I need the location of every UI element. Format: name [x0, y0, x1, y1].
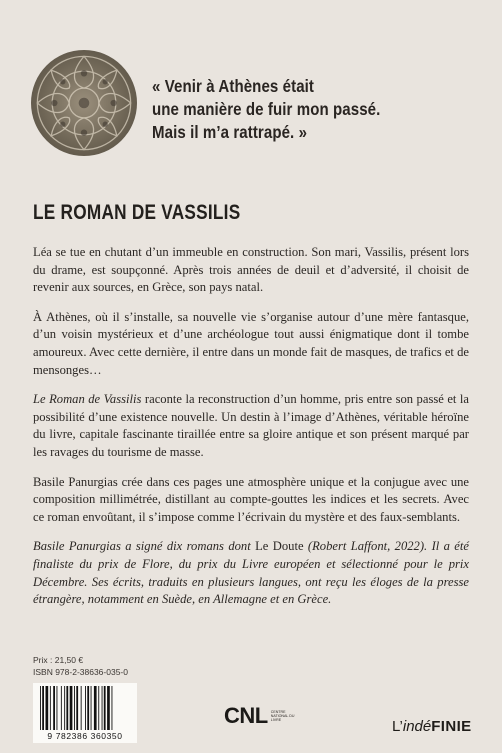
quote-line: une manière de fuir mon passé. — [152, 99, 381, 119]
book-title: LE ROMAN DE VASSILIS — [33, 201, 241, 224]
barcode — [33, 683, 137, 743]
book-title-italic: Le Roman de Vassilis — [33, 392, 142, 407]
barcode-bars — [37, 686, 133, 730]
barcode-digits: 9 782386 360350 — [47, 731, 123, 741]
paragraph-author-style: Basile Panurgias crée dans ces pages une atmosphère unique et la conjugue avec une composition millimétrée, distillant au compte-gouttes les indices et les secrets. Avec ce roman envoûtant, il s’impose comme l’écrivain du mystère et des faux-semblants. — [33, 474, 469, 524]
publisher-logo — [392, 718, 472, 735]
quote-line: Mais il m’a rattrapé. » — [152, 122, 308, 142]
paragraph-athens: À Athènes, où il s’installe, sa nouvelle vie s’organise autour d’une mère fantasque, d’un voisin mystérieux et d’une archéologue tout aussi énigmatique dont il tombe amoureux. Avec cette dernière, il entre dans un monde fait de masques, de trafics et de mensonges… — [33, 309, 469, 377]
cnl-mark: CNL — [224, 703, 268, 728]
ornament-pattern-icon — [31, 50, 137, 156]
isbn-label: ISBN 978-2-38636-035-0 — [33, 667, 128, 677]
bio-book-title: Le Doute — [255, 539, 304, 554]
price-info — [33, 654, 128, 678]
pull-quote — [152, 75, 440, 144]
paragraph-theme — [33, 391, 469, 461]
author-bio — [33, 538, 469, 608]
publisher-prefix: L’ — [392, 718, 403, 735]
price-label: Prix : 21,50 € — [33, 655, 84, 665]
blurb-body — [33, 244, 469, 621]
cnl-logo — [224, 703, 299, 729]
bio-text-b: (Robert Laffont, 2022). Il a été finaliste du prix de Flore, du prix du Livre européen et sélectionné pour le prix Décembre. Ses écrits, traduits en plusieurs langues, ont reçu les éloges de la presse étrangère, notamment en Suède, en Allemagne et en Grèce. — [33, 539, 469, 607]
publisher-finie: FINIE — [431, 718, 472, 735]
publisher-inde: indé — [402, 718, 432, 735]
bio-text-a: Basile Panurgias a signé dix romans dont — [33, 539, 256, 554]
paragraph-summary: Léa se tue en chutant d’un immeuble en construction. Son mari, Vassilis, présent lors du drame, est soupçonné. Après trois années de deuil et d’adversité, il choisit de revenir aux sources, en Grèce, son pays natal. — [33, 245, 469, 295]
paragraph-theme-text: raconte la reconstruction d’un homme, pris entre son passé et la possibilité d’une existence nouvelle. Un destin à l’image d’Athènes, véritable héroïne du livre, capitale fascinante tiraillée entre sa gloire antique et son présent marqué par les ravages du tourisme de masse. — [33, 392, 469, 459]
cnl-caption: CENTRE NATIONAL DU LIVRE — [270, 709, 295, 723]
ornament-medallion — [31, 50, 137, 156]
quote-line: « Venir à Athènes était — [152, 76, 315, 96]
